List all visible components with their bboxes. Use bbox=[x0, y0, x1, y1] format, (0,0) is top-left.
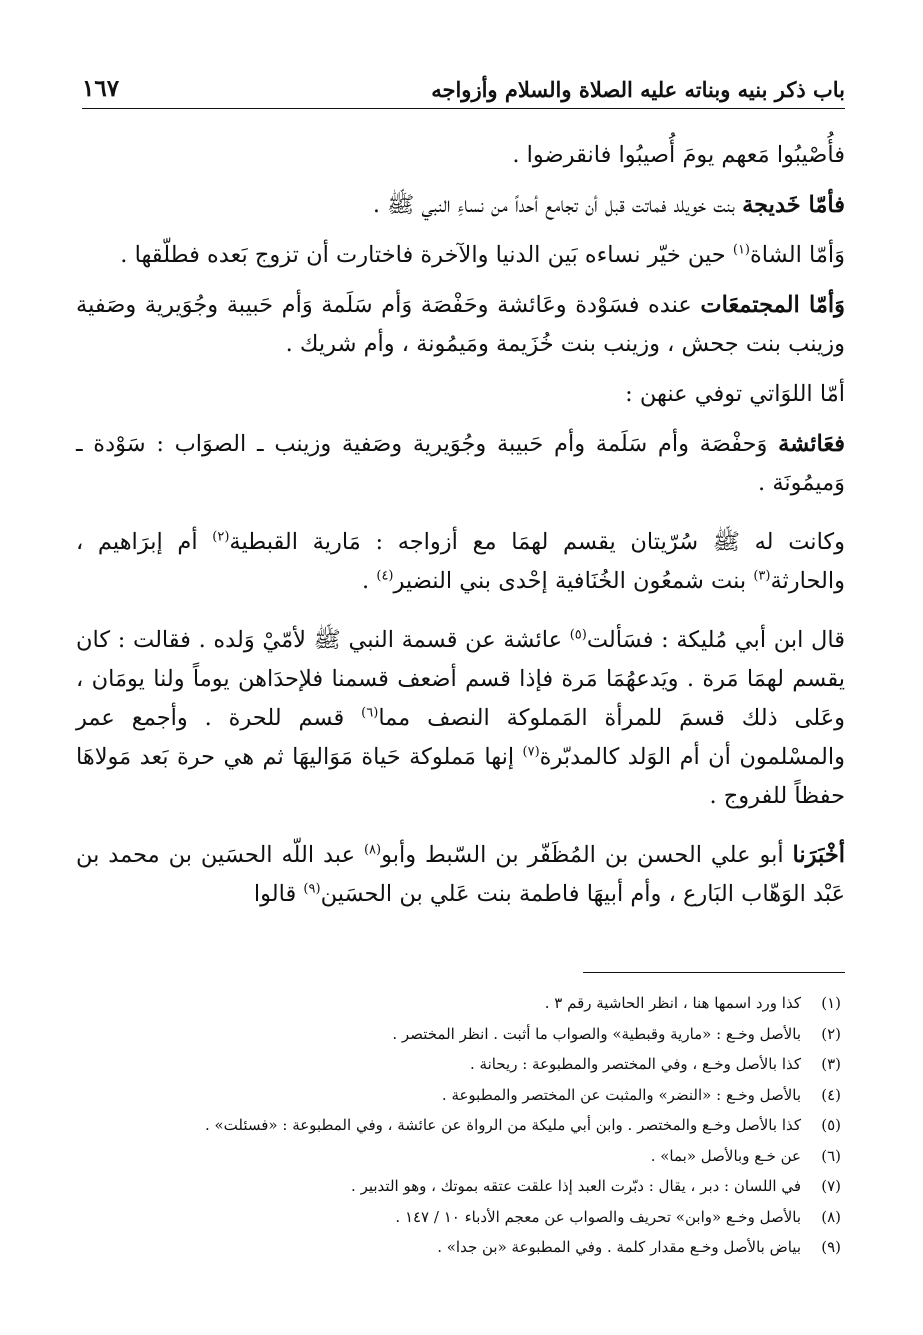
paragraph-text: بنت خويلد فماتت قبل أن تجامع أحداً من نساءِ النبي ﷺ . bbox=[372, 192, 743, 218]
footnotes bbox=[80, 988, 841, 1263]
paragraph bbox=[76, 375, 845, 414]
footnote-number: (١) bbox=[821, 994, 841, 1012]
paragraph-text: عنده فسَوْدة وعَائشة وحَفْصَة وَأم سَلَمة وَأم حَبيبة وجُوَيرية وصَفية وزينب بنت جحش ، وزينب بنت خُزَيمة ومَيمُونة ، وأم شريك . bbox=[76, 292, 845, 357]
main-text bbox=[76, 136, 845, 925]
footnote-text: بياض بالأصل وخـع مقدار كلمة . وفي المطبوعة «بن جدا» . bbox=[437, 1238, 801, 1256]
paragraph bbox=[76, 836, 845, 914]
paragraph-text: فأُصْيبُوا مَعهم يومَ أُصيبُوا فانقرضوا . bbox=[512, 142, 845, 168]
paragraph bbox=[76, 286, 845, 364]
paragraph-lead-bold: فأمّا خَديجة bbox=[742, 192, 845, 218]
paragraph-text: إنها مَملوكة حَياة مَوَاليهَا ثم هي حرة بَعد مَولاهَا حفظاً للفروج . bbox=[76, 744, 845, 809]
paragraph bbox=[76, 136, 845, 175]
footnote-number: (٣) bbox=[821, 1055, 841, 1073]
footnote-text: كذا ورد اسمها هنا ، انظر الحاشية رقم ٣ . bbox=[544, 994, 801, 1012]
paragraph bbox=[76, 523, 845, 601]
footnote-text: بالأصل وخـع : «النضر» والمثبت عن المختصر والمطبوعة . bbox=[441, 1085, 801, 1104]
paragraph-text: عبد اللّه الحسَين بن محمد بن عَبْد الوَهّاب البَارع ، وأم أبيهَا فاطمة بنت عَلي بن الحسَين bbox=[76, 842, 845, 907]
footnote-ref: (١) bbox=[732, 242, 750, 258]
paragraph-text: أبو علي الحسن بن المُظَفّر بن السّبط وأبو bbox=[381, 842, 793, 868]
paragraph-text: حين خيّر نساءه بَين الدنيا والآخرة فاختارت أن تزوج بَعده فطلّقها . bbox=[120, 242, 733, 268]
paragraph-text: وَأمّا الشاة bbox=[750, 242, 845, 268]
paragraph-lead-bold: فعَائشة bbox=[778, 431, 845, 457]
footnote-text: كذا بالأصل وخـع ، وفي المختصر والمطبوعة : ريحانة . bbox=[470, 1055, 801, 1073]
footnote-ref: (٦) bbox=[361, 705, 379, 721]
footnote bbox=[80, 1232, 841, 1263]
paragraph-text: قسم للحرة . وأجمع عمر والمسْلمون أن أم الوَلد كالمدبّرة bbox=[76, 705, 845, 770]
footnote bbox=[80, 1019, 841, 1050]
paragraph-text: أمّا اللوَاتي توفي عنهن : bbox=[625, 381, 845, 407]
footnote-number: (٩) bbox=[821, 1238, 841, 1256]
footnote bbox=[80, 1202, 841, 1233]
paragraph-text: أم إبرَاهيم ، والحارثة bbox=[76, 529, 845, 594]
footnote bbox=[80, 1049, 841, 1080]
paragraph-lead-bold: وَأمّا المجتمعَات bbox=[700, 292, 846, 318]
footnote-ref: (٥) bbox=[569, 627, 587, 643]
footnote bbox=[80, 1171, 841, 1202]
footnote-number: (٥) bbox=[821, 1116, 841, 1134]
footnote-text: كذا بالأصل وخـع والمختصر . وابن أبي مليكة من الرواة عن عائشة ، وفي المطبوعة : «فسئلت» . bbox=[204, 1116, 801, 1134]
footnote bbox=[80, 1080, 841, 1111]
paragraph-text: عائشة عن قسمة النبي ﷺ لأمّيْ وَلده . فقالت : كان يقسم لهمَا مَرة . ويَدعهُمَا مَرة فإذا قسم أضعف قسمنا فلإحدَاهن يوماً ولنا يومَان ، وعَلى ذلك قسمَ للمرأة المَملوكة النصف مما bbox=[76, 627, 845, 731]
paragraph-text: وكانت له ﷺ سُرّيتان يقسم لهمَا مع أزواجه : مَارية القبطية bbox=[229, 529, 845, 555]
paragraph bbox=[76, 236, 845, 275]
paragraph-text: قالوا bbox=[253, 881, 304, 907]
footnote-separator bbox=[583, 972, 845, 973]
paragraph-text: . bbox=[362, 568, 377, 594]
footnote-text: عن خـع وبالأصل «بما» . bbox=[650, 1146, 801, 1165]
paragraph-text: قال ابن أبي مُليكة : فسَألت bbox=[586, 627, 845, 653]
footnote-ref: (٧) bbox=[522, 744, 540, 760]
footnote-number: (٢) bbox=[821, 1024, 841, 1043]
footnote-ref: (٨) bbox=[363, 842, 382, 858]
footnote-ref: (٣) bbox=[753, 568, 771, 584]
footnote-text: بالأصل وخـع «وابن» تحريف والصواب عن معجم الأدباء ١٠ / ١٤٧ . bbox=[395, 1207, 801, 1226]
paragraph bbox=[76, 186, 845, 225]
footnote bbox=[80, 988, 841, 1019]
footnote bbox=[80, 1110, 841, 1141]
footnote-ref: (٩) bbox=[303, 881, 321, 897]
footnote-ref: (٢) bbox=[212, 529, 230, 545]
running-header bbox=[82, 62, 845, 109]
footnote-text: بالأصل وخـع : «مارية وقبطية» والصواب ما أثبت . انظر المختصر . bbox=[392, 1024, 801, 1043]
footnote-number: (٦) bbox=[821, 1146, 841, 1165]
paragraph-text: وَحفْصَة وأم سَلَمة وأم حَبيبة وجُوَيرية وصَفية وزينب ـ الصوَاب : سَوْدة ـ وَميمُونَة . bbox=[76, 431, 845, 496]
footnote-ref: (٤) bbox=[376, 568, 394, 584]
footnote-number: (٧) bbox=[821, 1177, 841, 1195]
paragraph bbox=[76, 425, 845, 503]
footnote-text: في اللسان : دبر ، يقال : دبّرت العبد إذا علقت عتقه بموتك ، وهو التدبير . bbox=[351, 1177, 801, 1195]
paragraph-lead-bold: أخْبَرَنا bbox=[792, 842, 845, 868]
chapter-title: باب ذكر بنيه وبناته عليه الصلاة والسلام وأزواجه bbox=[431, 77, 845, 102]
page-number: ١٦٧ bbox=[82, 75, 120, 102]
footnote-number: (٤) bbox=[821, 1085, 841, 1104]
footnote-number: (٨) bbox=[821, 1207, 841, 1226]
paragraph-text: بنت شمعُون الخُنَافية إحْدى بني النضير bbox=[393, 568, 754, 594]
paragraph bbox=[76, 621, 845, 816]
footnote bbox=[80, 1141, 841, 1172]
